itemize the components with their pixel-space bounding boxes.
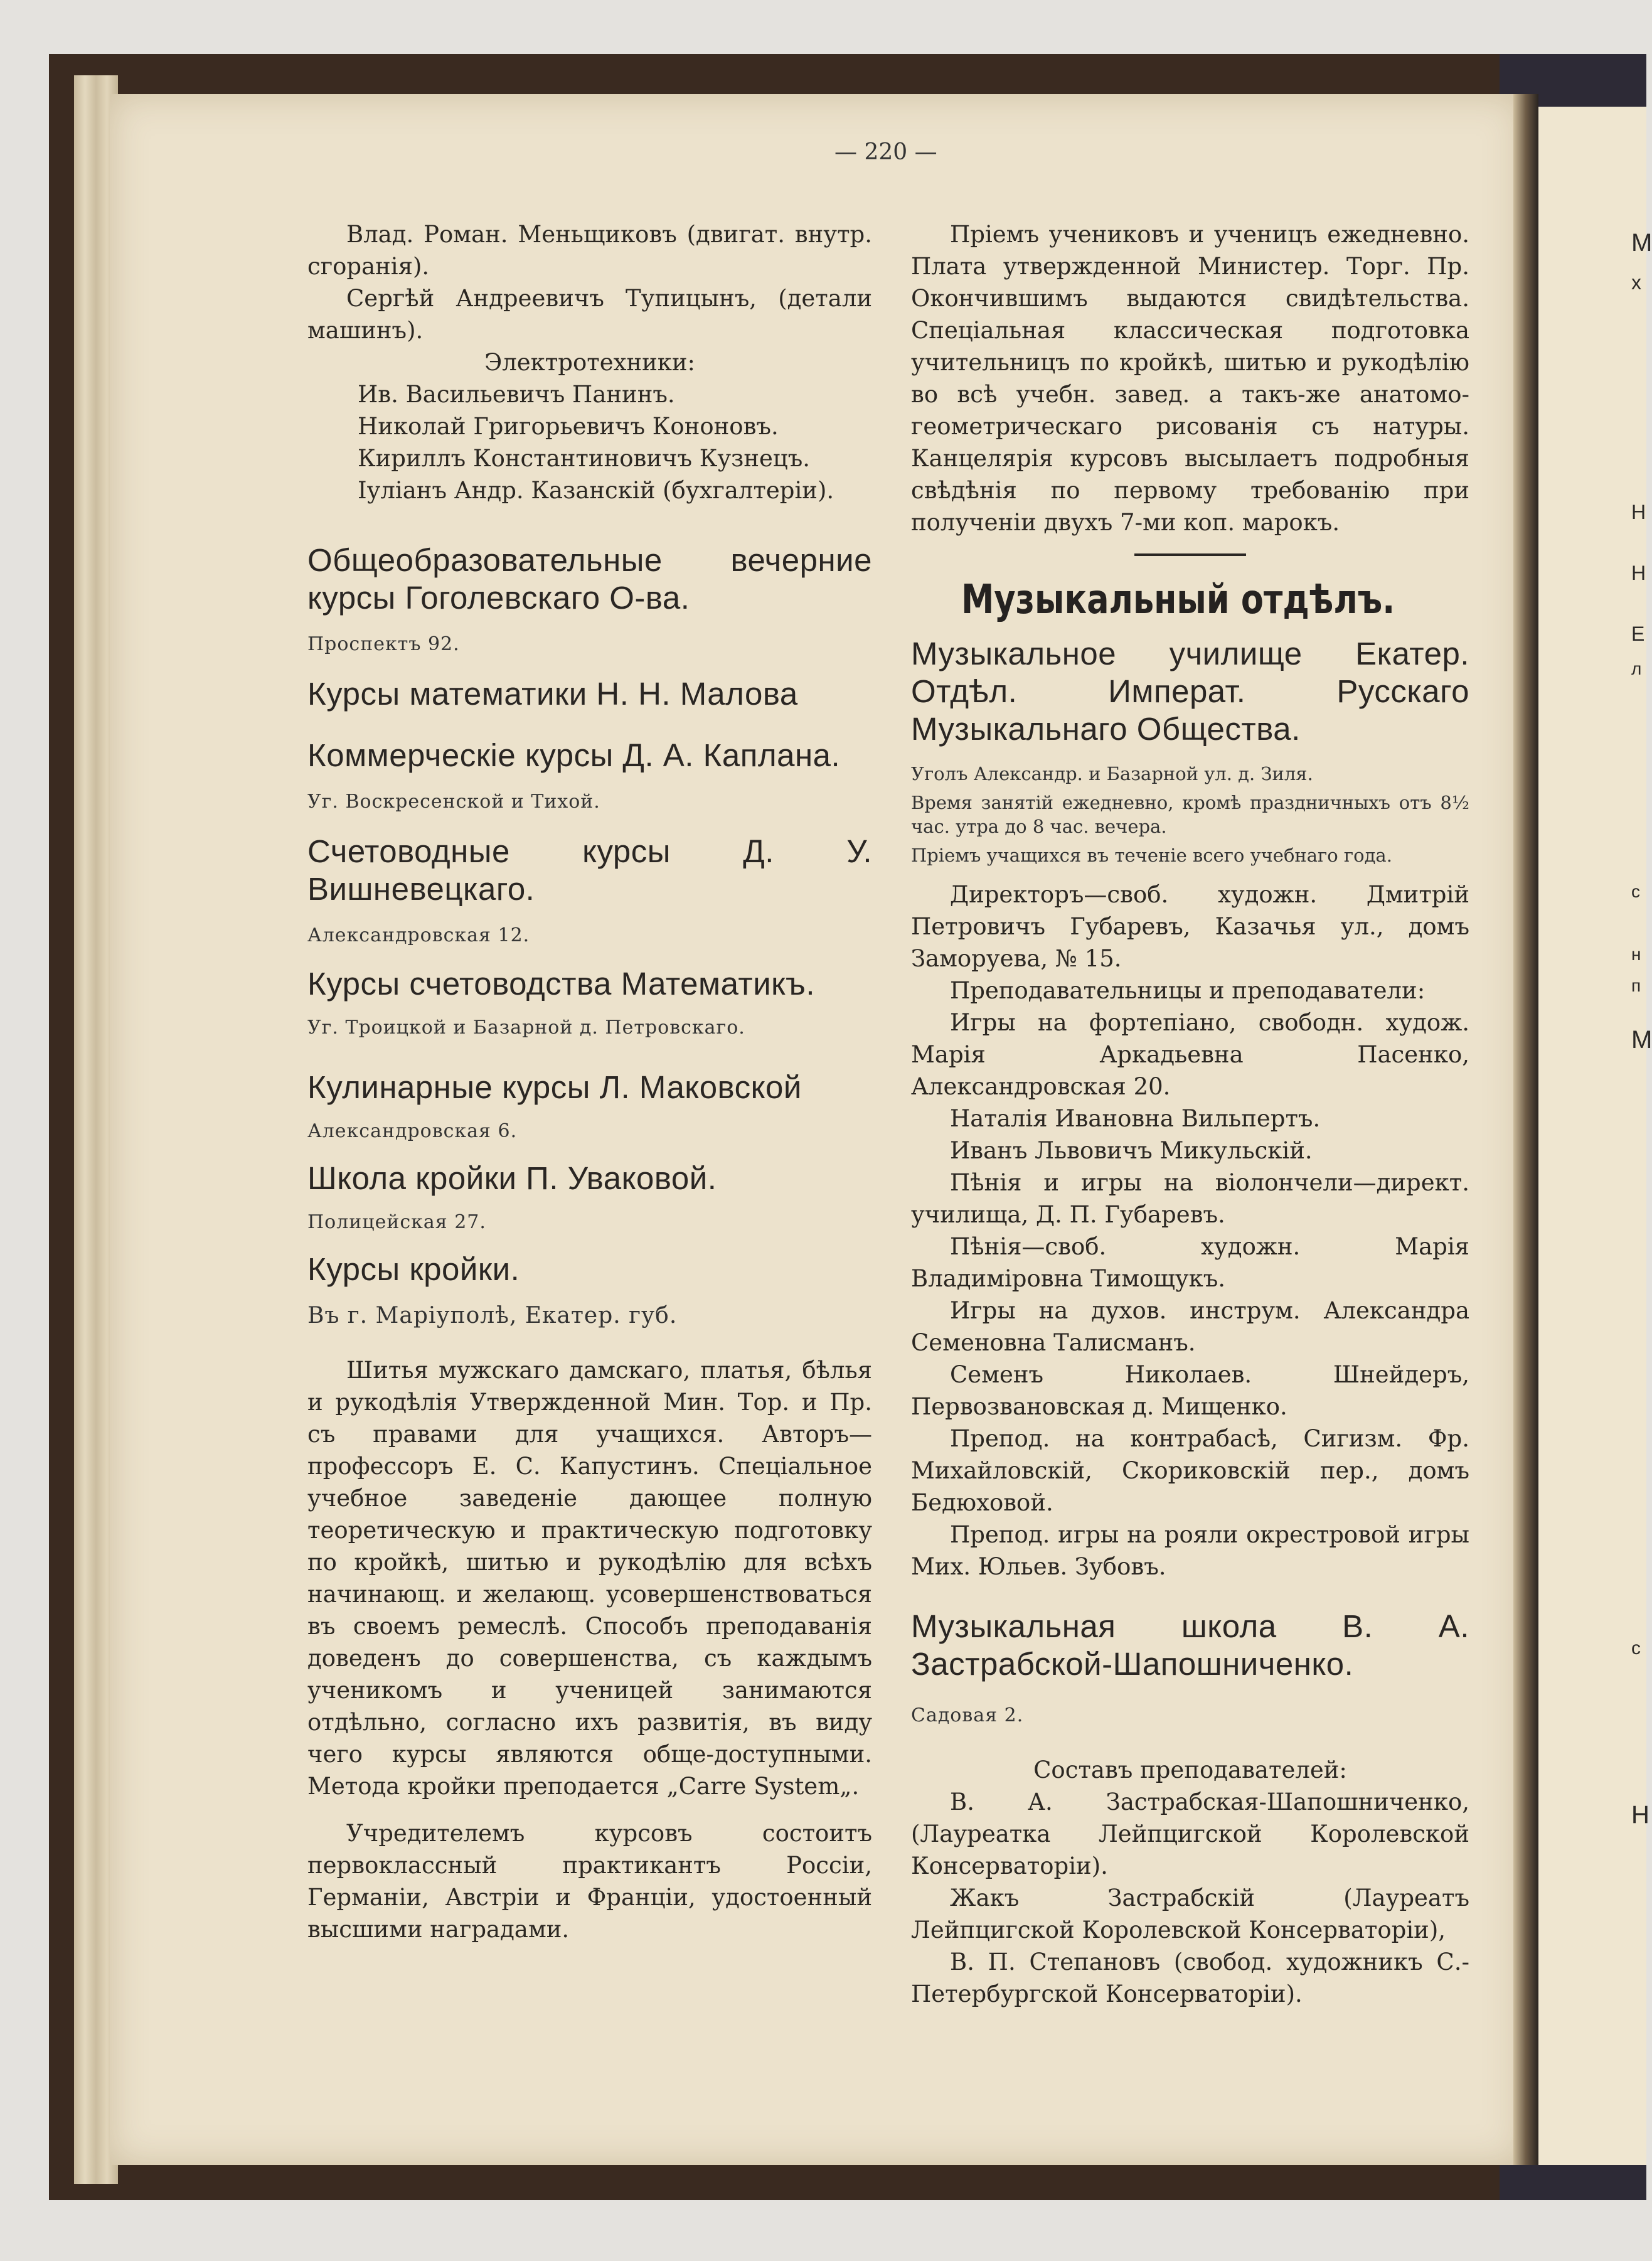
section-heading: Курсы кройки. — [307, 1251, 520, 1287]
staff-line: Кириллъ Константиновичъ Кузнецъ. — [358, 445, 810, 472]
section-heading: Музыкальное училище Екатер. Отдѣл. Императ. Русскаго Музыкальнаго Общества. — [911, 636, 1469, 747]
paragraph: Пріемъ учениковъ и ученицъ ежедневно. Плата утвержденной Министер. Торг. Пр. Окончившимъ выдаются свидѣтельства. Спеціальная классическая подготовка учительницъ по кройкѣ, шитью и рукодѣлію во всѣ учебн. завед. а такъ-же анатомо-геометрическаго рисованія съ натуры. Канцелярія курсовъ высылаетъ подробныя свѣдѣнія по первому требованію при полученіи двухъ 7-ми коп. марокъ. — [911, 221, 1469, 536]
paragraph: Учредителемъ курсовъ состоитъ первоклассный практикантъ Россіи, Германіи, Австріи и Франціи, удостоенный высшими наградами. — [307, 1820, 872, 1943]
facing-fragment: c — [1631, 1638, 1641, 1659]
section-heading: Счетоводные курсы Д. У. Вишневецкаго. — [307, 833, 872, 907]
paragraph: Пѣнія и игры на віолончели—директ. училища, Д. П. Губаревъ. — [911, 1169, 1469, 1228]
page-number: — 220 — — [834, 139, 937, 165]
gutter-shadow — [1513, 94, 1538, 2165]
facing-fragment: н — [1631, 944, 1641, 964]
paragraph: Наталія Ивановна Вильпертъ. — [950, 1105, 1321, 1132]
paragraph: Сергѣй Андреевичъ Тупицынъ, (детали машинъ). — [307, 285, 872, 344]
address: Полицейская 27. — [307, 1211, 486, 1233]
paragraph: Игры на духов. инструм. Александра Семеновна Талисманъ. — [911, 1297, 1469, 1356]
section-heading: Курсы счетоводства Математикъ. — [307, 966, 816, 1002]
right-column — [911, 218, 1469, 2010]
paragraph: Пѣнія—своб. художн. Марія Владиміровна Тимощукъ. — [911, 1233, 1469, 1292]
address: Уголъ Александр. и Базарной ул. д. Зиля. — [911, 763, 1313, 784]
admission-note: Пріемъ учащихся въ теченіе всего учебнаго года. — [911, 845, 1392, 866]
facing-page — [1531, 107, 1652, 2165]
paragraph: Препод. игры на рояли окрестровой игры Мих. Юльев. Зубовъ. — [911, 1521, 1469, 1580]
paragraph: Препод. на контрабасѣ, Сигизм. Фр. Михайловскій, Скориковскій пер., домъ Бедюховой. — [911, 1425, 1469, 1516]
staff-line: Николай Григорьевичъ Кононовъ. — [358, 413, 779, 440]
paragraph: В. П. Степановъ (свобод. художникъ С.-Петербургской Консерваторіи). — [911, 1948, 1469, 2007]
section-heading: Курсы математики Н. Н. Малова — [307, 676, 798, 712]
section-heading: Школа кройки П. Уваковой. — [307, 1160, 717, 1196]
facing-fragment: M — [1631, 1026, 1652, 1054]
section-heading: Коммерческіе курсы Д. А. Каплана. — [307, 737, 841, 773]
section-heading: Музыкальная школа В. А. Застрабской-Шапошниченко. — [911, 1608, 1469, 1682]
facing-fragment: x — [1631, 271, 1641, 294]
address: Въ г. Маріуполѣ, Екатер. губ. — [307, 1303, 678, 1328]
section-heading: Общеобразовательные вечерние курсы Гоголевскаго О-ва. — [307, 542, 872, 616]
facing-fragment: E — [1631, 623, 1645, 645]
subheading: Составъ преподавателей: — [1033, 1756, 1347, 1783]
address: Александровская 6. — [307, 1120, 518, 1142]
staff-line: Іуліанъ Андр. Казанскій (бухгалтеріи). — [358, 477, 834, 504]
paragraph: Директоръ—своб. художн. Дмитрій Петровичъ Губаревъ, Казачья ул., домъ Заморуева, № 15. — [911, 881, 1469, 972]
paragraph: В. А. Застрабская-Шапошниченко, (Лауреатка Лейпцигской Королевской Консерваторіи). — [911, 1788, 1469, 1879]
address: Александровская 12. — [307, 924, 530, 946]
section-heading: Кулинарные курсы Л. Маковской — [307, 1069, 802, 1105]
address: Садовая 2. — [911, 1704, 1024, 1726]
paragraph: Иванъ Львовичъ Микульскій. — [950, 1137, 1313, 1164]
facing-fragment: H — [1631, 562, 1646, 584]
facing-fragment: п — [1631, 976, 1641, 995]
facing-fragment: M — [1631, 229, 1652, 257]
paragraph: Семенъ Николаев. Шнейдеръ, Первозвановская д. Мищенко. — [911, 1361, 1469, 1420]
schedule-note: Время занятій ежедневно, кромѣ праздничныхъ отъ 8½ час. утра до 8 час. вечера. — [911, 792, 1469, 837]
subheading: Электротехники: — [484, 349, 696, 376]
paragraph: Жакъ Застрабскій (Лауреатъ Лейпцигской Королевской Консерваторіи), — [911, 1884, 1469, 1943]
facing-fragment: H — [1631, 501, 1646, 523]
paragraph: Влад. Роман. Меньщиковъ (двигат. внутр. сгоранія). — [307, 221, 872, 280]
paragraph: Шитья мужскаго дамскаго, платья, бѣлья и рукодѣлія Утвержденной Мин. Тор. и Пр. съ правами для учащихся. Авторъ—профессоръ Е. С. Капустинъ. Спеціальное учебное заведеніе дающее полную теоретическую и практическую подготовку по кройкѣ, шитью и рукодѣлію для всѣхъ начинающ. и желающ. усовершенствоваться въ своемъ ремеслѣ. Способъ преподаванія доведенъ до совершенства, съ каждымъ ученикомъ и ученицей занимаются отдѣльно, согласно ихъ развитія, въ виду чего курсы являются обще-доступными. Метода кройки преподается „Carre System„. — [307, 1357, 872, 1800]
department-heading: Музыкальный отдѣлъ. — [961, 577, 1395, 623]
facing-fragment: H — [1631, 1801, 1649, 1829]
address: Проспектъ 92. — [307, 633, 460, 655]
facing-fragment: с — [1631, 882, 1640, 901]
paragraph: Преподавательницы и преподаватели: — [950, 977, 1426, 1004]
paragraph: Игры на фортепіано, свободн. худож. Марія Аркадьевна Пасенко, Александровская 20. — [911, 1009, 1469, 1100]
address: Уг. Воскресенской и Тихой. — [307, 791, 600, 813]
staff-line: Ив. Васильевичъ Панинъ. — [358, 381, 675, 408]
address: Уг. Троицкой и Базарной д. Петровскаго. — [307, 1017, 745, 1039]
facing-fragment: л — [1631, 659, 1642, 678]
section-rule — [1134, 553, 1246, 556]
left-column — [307, 218, 872, 1945]
